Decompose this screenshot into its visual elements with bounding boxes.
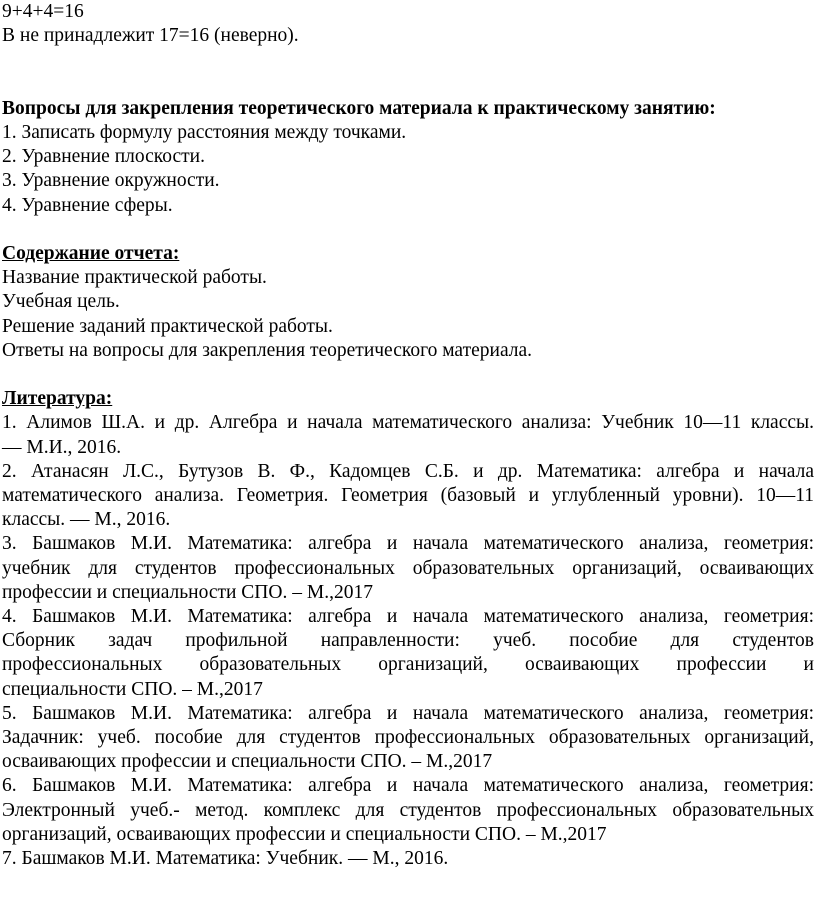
questions-section — [2, 97, 814, 218]
reference-line: 1. Алимов Ш.А. и др. Алгебра и начала математического анализа: Учебник 10—11 классы. — [2, 412, 814, 434]
reference-line: 4. Башмаков М.И. Математика: алгебра и начала математического анализа, геометрия: — [2, 606, 814, 628]
reference-line: 5. Башмаков М.И. Математика: алгебра и начала математического анализа, геометрия: — [2, 702, 814, 724]
reference-line: организаций, осваивающих профессии и специальности СПО. – М.,2017 — [2, 823, 607, 845]
conclusion-line: В не принадлежит 17=16 (неверно). — [2, 25, 299, 47]
reference-line: 3. Башмаков М.И. Математика: алгебра и начала математического анализа, геометрия: — [2, 533, 814, 555]
reference-line: 6. Башмаков М.И. Математика: алгебра и начала математического анализа, геометрия: — [2, 775, 814, 797]
calc-line: 9+4+4=16 — [2, 1, 84, 22]
reference-item — [2, 774, 814, 847]
spacer — [2, 363, 814, 387]
question-item: 4. Уравнение сферы. — [2, 194, 173, 216]
reference-line: Задачник: учеб. пособие для студентов профессиональных образовательных организаций, — [2, 727, 814, 749]
reference-line: — М.И., 2016. — [2, 436, 122, 458]
report-item: Решение заданий практической работы. — [2, 315, 333, 337]
report-item: Учебная цель. — [2, 291, 120, 313]
report-section — [2, 242, 814, 363]
reference-line: учебник для студентов профессиональных образовательных организаций, осваивающих — [2, 557, 814, 579]
spacer — [2, 218, 814, 242]
reference-line: Электронный учеб.- метод. комплекс для студентов профессиональных образовательных — [2, 799, 814, 821]
literature-heading: Литература: — [2, 388, 113, 410]
reference-line: 2. Атанасян Л.С., Бутузов В. Ф., Кадомцев С.Б. и др. Математика: алгебра и начала — [2, 460, 814, 482]
reference-line: профессиональных образовательных организаций, осваивающих профессии и — [2, 654, 814, 676]
literature-section — [2, 387, 814, 871]
question-item: 3. Уравнение окружности. — [2, 170, 220, 192]
reference-line: профессии и специальности СПО. – М.,2017 — [2, 581, 373, 603]
reference-item — [2, 411, 814, 459]
report-item: Ответы на вопросы для закрепления теоретического материала. — [2, 339, 533, 361]
spacer — [2, 48, 814, 72]
reference-line: специальности СПО. – М.,2017 — [2, 678, 263, 700]
reference-item — [2, 460, 814, 533]
reference-item — [2, 532, 814, 605]
reference-item — [2, 847, 814, 871]
question-item: 1. Записать формулу расстояния между точками. — [2, 121, 407, 143]
reference-line: осваивающих профессии и специальности СПО. – М.,2017 — [2, 751, 493, 773]
questions-heading: Вопросы для закрепления теоретического материала к практическому занятию: — [2, 97, 716, 119]
question-item: 2. Уравнение плоскости. — [2, 146, 205, 168]
reference-line: математического анализа. Геометрия. Геометрия (базовый и углубленный уровни). 10—11 — [2, 485, 814, 506]
reference-item — [2, 702, 814, 775]
reference-line: классы. — М., 2016. — [2, 509, 171, 531]
reference-line: 7. Башмаков М.И. Математика: Учебник. — М., 2016. — [2, 848, 449, 870]
spacer — [2, 73, 814, 97]
report-item: Название практической работы. — [2, 267, 267, 289]
reference-item — [2, 605, 814, 702]
report-heading: Содержание отчета: — [2, 242, 180, 264]
reference-line: Сборник задач профильной направленности: учеб. пособие для студентов — [2, 630, 814, 652]
